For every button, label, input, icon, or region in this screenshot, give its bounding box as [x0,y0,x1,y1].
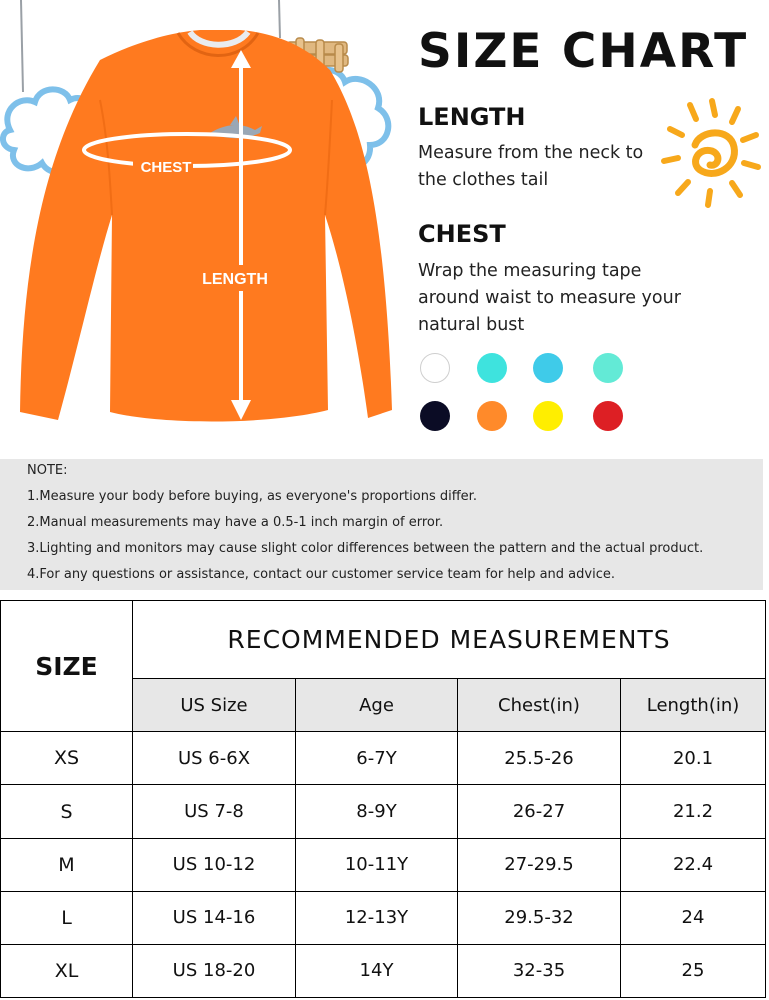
color-swatches [420,353,640,433]
size-cell: XS [1,732,133,785]
swatch-orange[interactable] [477,401,507,431]
us-size-cell: US 14-16 [133,891,296,944]
chest-cell: 25.5-26 [458,732,621,785]
chest-cell: 26-27 [458,785,621,838]
hanger-string-right [279,0,280,38]
size-cell: M [1,838,133,891]
length-cell: 20.1 [621,732,766,785]
column-header-us-size: US Size [133,679,296,732]
length-cell: 25 [621,944,766,997]
page-title: SIZE CHART [418,24,749,79]
shirt-icon [20,30,392,422]
age-cell: 10-11Y [296,838,458,891]
chest-cell: 29.5-32 [458,891,621,944]
note-box [0,459,763,590]
length-cell: 21.2 [621,785,766,838]
length-label: LENGTH [202,271,268,288]
chest-description: Wrap the measuring tape around waist to measure your natural bust [418,261,681,335]
length-cell: 22.4 [621,838,766,891]
age-cell: 6-7Y [296,732,458,785]
length-cell: 24 [621,891,766,944]
swatch-white[interactable] [420,353,450,383]
length-heading: LENGTH [418,103,526,131]
swatch-aqua[interactable] [593,353,623,383]
chest-label: CHEST [140,159,192,176]
us-size-cell: US 7-8 [133,785,296,838]
table-row [1,944,766,997]
size-cell: L [1,891,133,944]
size-header: SIZE [1,601,133,732]
swatch-red[interactable] [593,401,623,431]
note-item: 1.Measure your body before buying, as everyone's proportions differ. [27,489,477,504]
swatch-sky-blue[interactable] [533,353,563,383]
column-header-length: Length(in) [621,679,766,732]
hanger-string-left [21,0,23,92]
age-cell: 14Y [296,944,458,997]
age-cell: 8-9Y [296,785,458,838]
shirt-illustration [0,0,400,440]
chest-cell: 32-35 [458,944,621,997]
column-header-age: Age [296,679,458,732]
age-cell: 12-13Y [296,891,458,944]
us-size-cell: US 10-12 [133,838,296,891]
size-table [0,600,766,998]
column-header-chest: Chest(in) [458,679,621,732]
table-row [1,732,766,785]
table-row [1,838,766,891]
hero-section [0,0,769,455]
note-item: 2.Manual measurements may have a 0.5-1 inch margin of error. [27,515,444,530]
table-row [1,891,766,944]
chest-cell: 27-29.5 [458,838,621,891]
us-size-cell: US 18-20 [133,944,296,997]
table-row [1,785,766,838]
us-size-cell: US 6-6X [133,732,296,785]
note-item: 3.Lighting and monitors may cause slight color differences between the pattern and the actual product. [27,541,704,556]
length-description: Measure from the neck to the clothes tail [418,143,644,190]
swatch-navy[interactable] [420,401,450,431]
sun-icon [660,95,765,210]
size-cell: S [1,785,133,838]
chest-heading: CHEST [418,220,506,248]
recommended-header: RECOMMENDED MEASUREMENTS [133,601,766,679]
note-heading: NOTE: [27,463,68,478]
swatch-turquoise[interactable] [477,353,507,383]
swatch-yellow[interactable] [533,401,563,431]
note-item: 4.For any questions or assistance, contact our customer service team for help and advice. [27,567,615,582]
size-cell: XL [1,944,133,997]
